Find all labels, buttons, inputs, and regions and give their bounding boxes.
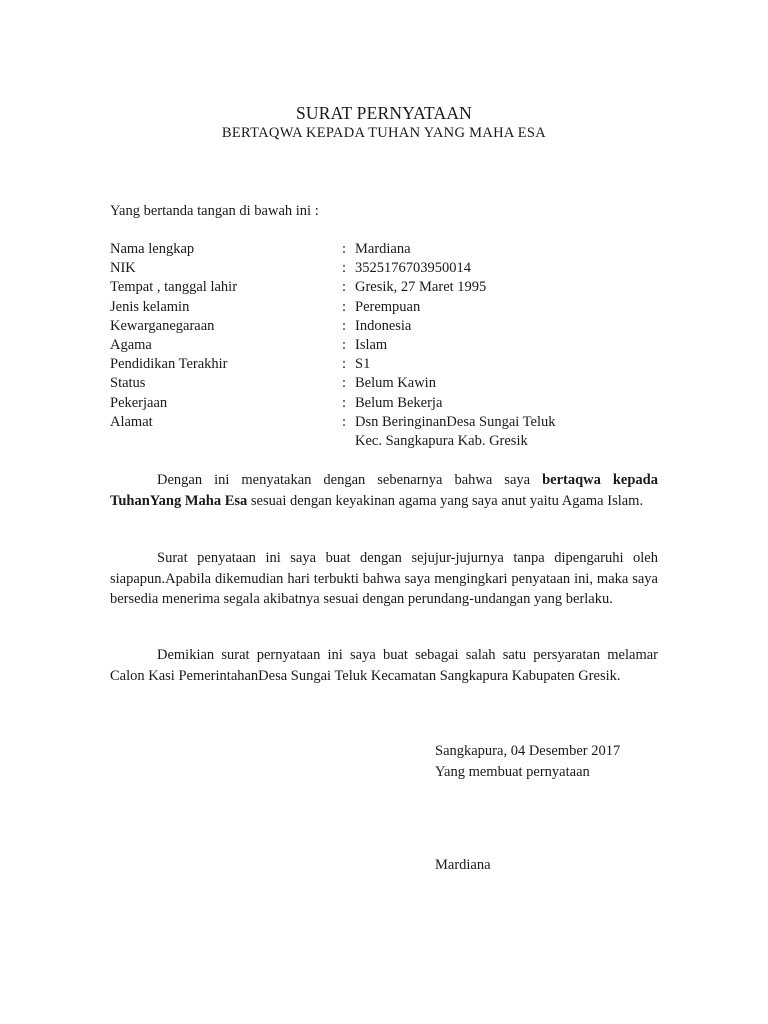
field-row-ttl (110, 278, 670, 297)
signer-caption: Yang membuat pernyataan (435, 763, 590, 780)
field-row-pekerjaan (110, 394, 670, 413)
field-label: Agama (110, 336, 152, 353)
address-line-2: Kec. Sangkapura Kab. Gresik (355, 432, 528, 449)
field-label: Alamat (110, 413, 153, 430)
paragraph-closing (110, 645, 658, 686)
field-row-pendidikan (110, 355, 670, 374)
field-label: Status (110, 375, 146, 392)
signer-name: Mardiana (435, 857, 491, 873)
field-label: Jenis kelamin (110, 298, 190, 315)
field-label: Tempat , tanggal lahir (110, 279, 238, 296)
field-row-agama (110, 336, 670, 355)
field-colon: : (342, 413, 347, 430)
field-row-alamat (110, 413, 670, 432)
paragraph-bold-text: bertaqwa kepada TuhanYang Maha Esa (110, 472, 658, 509)
field-row-kewarganegaraan (110, 317, 670, 336)
field-colon: : (342, 298, 347, 315)
field-value: Islam (355, 336, 388, 353)
paragraph-statement (110, 470, 658, 511)
field-value: Dsn BeringinanDesa Sungai Teluk (355, 413, 556, 430)
paragraph-text: Dengan ini menyatakan dengan sebenarnya bahwa saya (157, 472, 543, 488)
field-colon: : (342, 356, 347, 373)
field-value: Belum Bekerja (355, 394, 443, 411)
field-row-nama (110, 240, 670, 259)
field-colon: : (342, 279, 347, 296)
paragraph-honesty (110, 548, 658, 610)
field-colon: : (342, 317, 347, 334)
field-value: Belum Kawin (355, 375, 436, 392)
field-label: NIK (110, 260, 136, 277)
field-value: Mardiana (355, 241, 411, 257)
intro-text: Yang bertanda tangan di bawah ini : (110, 203, 319, 219)
field-value: Indonesia (355, 317, 412, 334)
field-colon: : (342, 241, 347, 257)
field-row-nik (110, 259, 670, 278)
field-label: Kewarganegaraan (110, 317, 215, 334)
field-colon: : (342, 336, 347, 353)
field-value: S1 (355, 356, 371, 373)
document-title: SURAT PERNYATAAN (295, 103, 473, 123)
field-value: Gresik, 27 Maret 1995 (355, 279, 487, 296)
field-row-status (110, 374, 670, 393)
document-subtitle: BERTAQWA KEPADA TUHAN YANG MAHA ESA (221, 125, 547, 141)
field-label: Pendidikan Terakhir (110, 356, 228, 373)
field-value: Perempuan (355, 298, 421, 315)
place-date: Sangkapura, 04 Desember 2017 (435, 743, 621, 759)
identity-fields (110, 240, 670, 451)
field-colon: : (342, 375, 347, 392)
paragraph-text: sesuai dengan keyakinan agama yang saya anut yaitu Agama Islam. (247, 492, 644, 509)
field-row-jenis-kelamin (110, 298, 670, 317)
field-label: Nama lengkap (110, 241, 195, 257)
field-label: Pekerjaan (110, 394, 168, 411)
field-colon: : (342, 394, 347, 411)
signature-block (435, 741, 620, 782)
paragraph-text: Surat penyataan ini saya buat dengan sejujur-jujurnya tanpa dipengaruhi oleh siapapun.Apabila dikemudian hari terbukti bahwa saya mengingkari penyataan ini, maka saya bersedia menerima segala akibatnya sesuai dengan perundang-undangan yang berlaku. (110, 550, 658, 607)
field-colon: : (342, 260, 347, 277)
field-value: 3525176703950014 (355, 260, 471, 277)
paragraph-text: Demikian surat pernyataan ini saya buat sebagai salah satu persyaratan melamar Calon Kasi PemerintahanDesa Sungai Teluk Kecamatan Sangkapura Kabupaten Gresik. (110, 647, 658, 684)
